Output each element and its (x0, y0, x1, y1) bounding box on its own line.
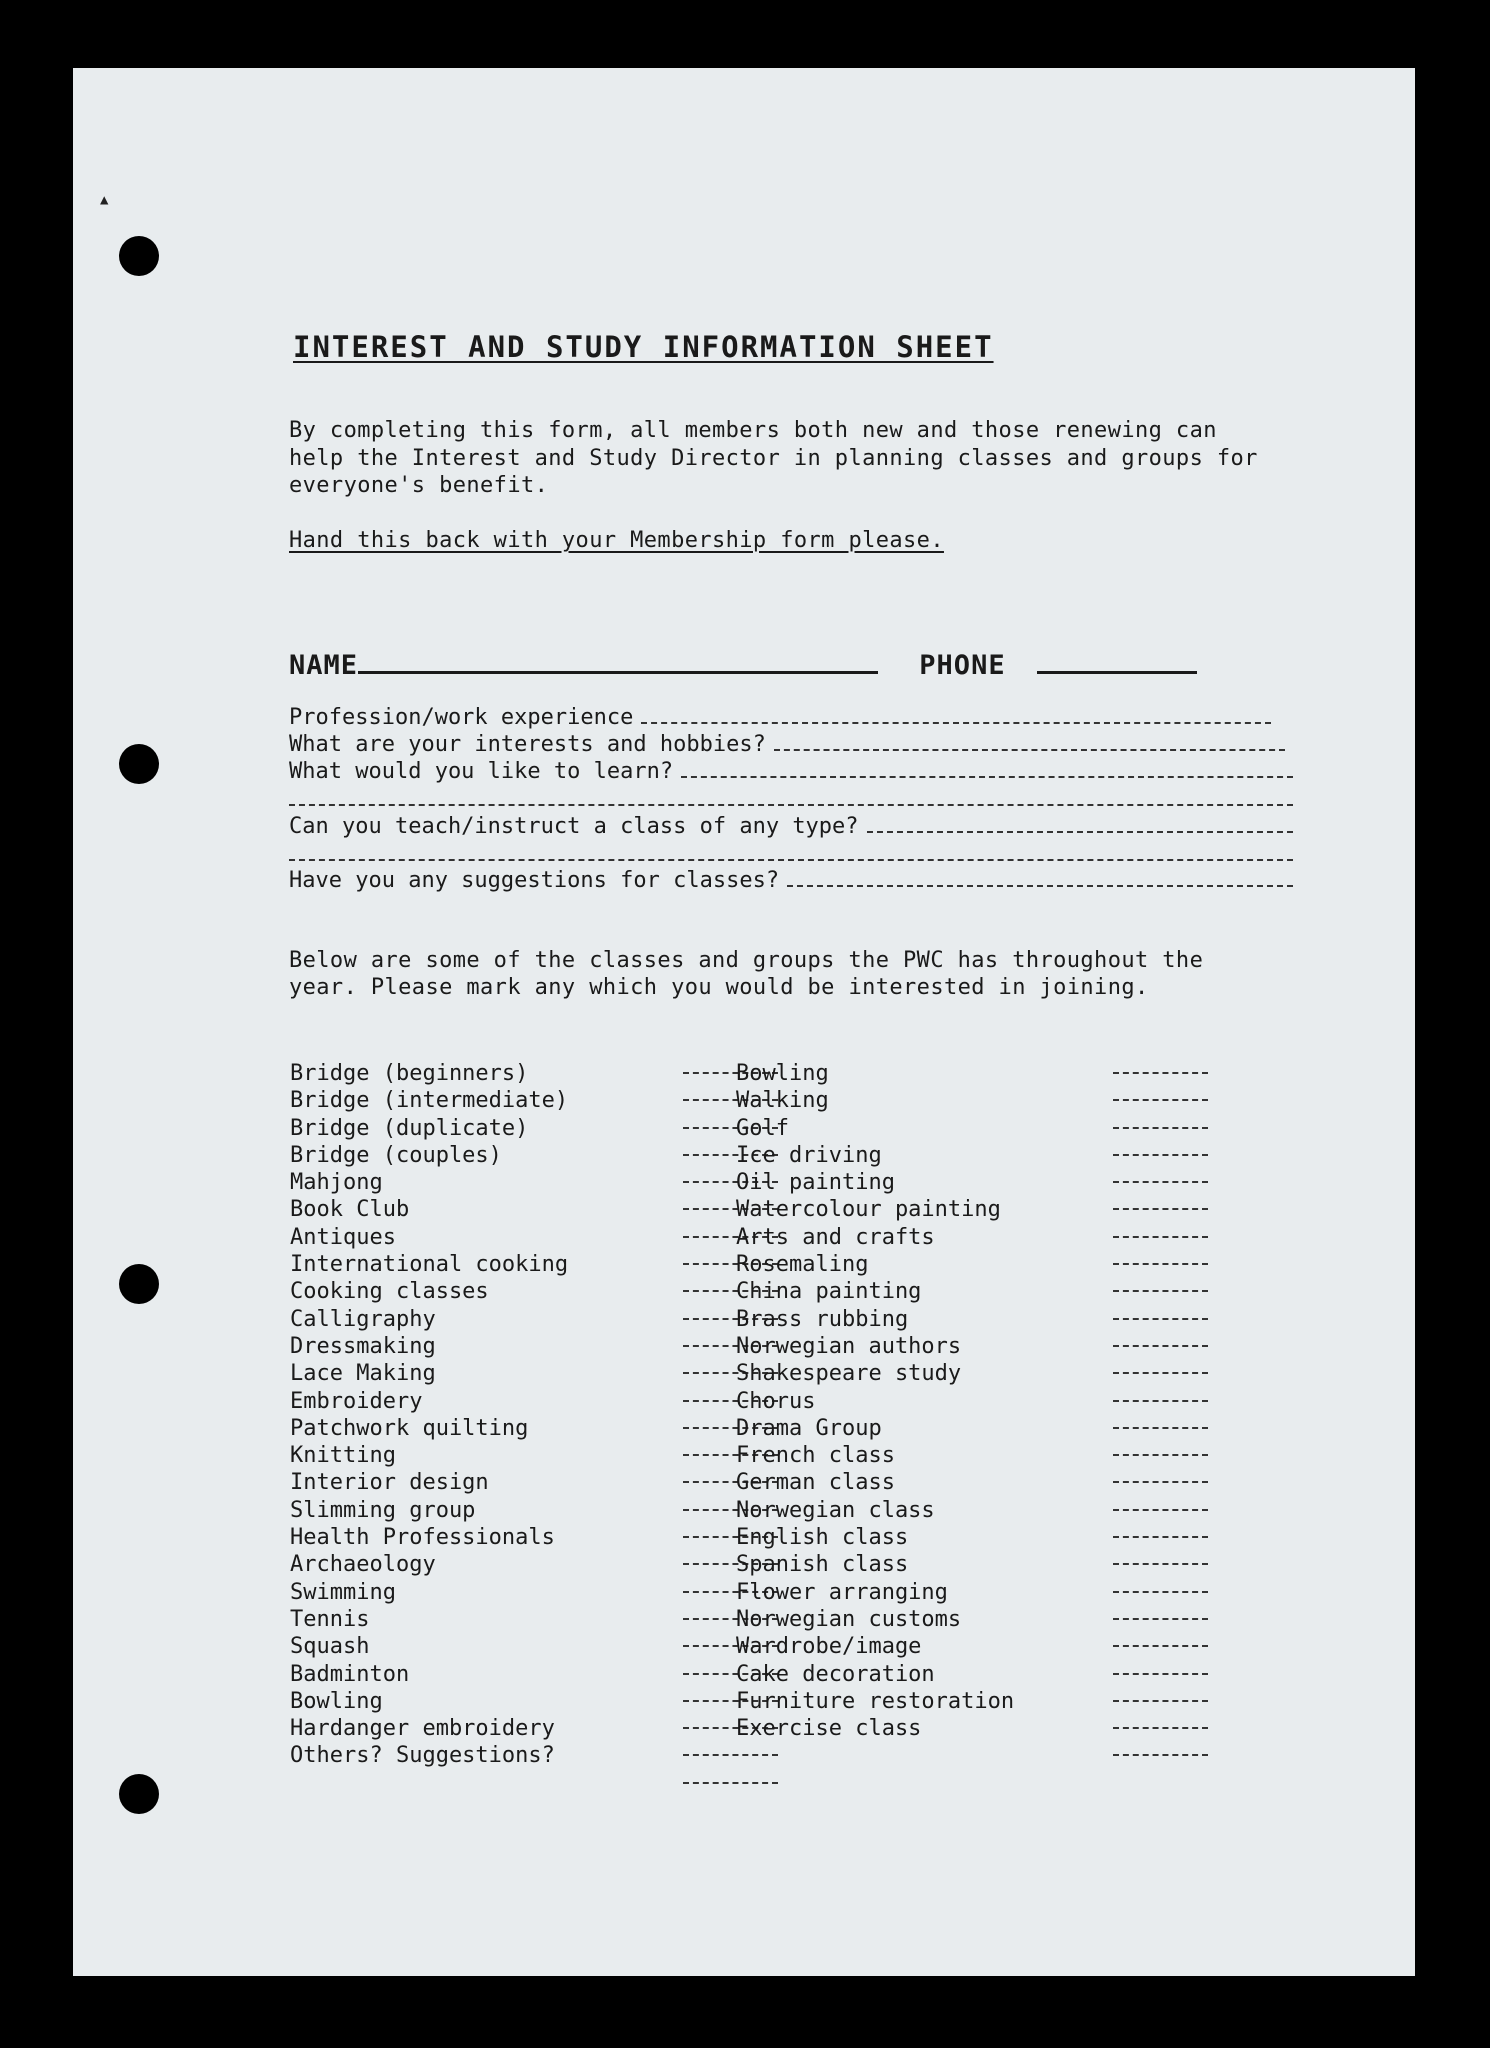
mark-field[interactable] (1113, 1400, 1208, 1402)
class-label: Knitting (290, 1443, 396, 1469)
suggestions-field[interactable] (289, 868, 1293, 893)
class-label: French class (736, 1443, 895, 1469)
class-item (736, 1524, 1014, 1551)
below-text-line-2: year. Please mark any which you would be interested in joining. (289, 975, 1149, 1000)
return-instruction: Hand this back with your Membership form please. (289, 528, 944, 553)
class-label: Squash (290, 1634, 370, 1660)
extra-suggestion-line (290, 1770, 568, 1797)
extra-suggestion-line (736, 1742, 1014, 1769)
class-item (290, 1060, 568, 1087)
class-label: Interior design (290, 1470, 489, 1496)
class-label: Embroidery (290, 1388, 423, 1414)
class-label: Flower arranging (736, 1579, 948, 1605)
class-label: Bridge (beginners) (290, 1061, 529, 1086)
mark-field[interactable] (1113, 1645, 1208, 1647)
intro-line-2: help the Interest and Study Director in planning classes and groups for (289, 446, 1258, 471)
class-label: Patchwork quilting (290, 1415, 529, 1441)
profession-field[interactable] (289, 705, 1271, 730)
class-item (736, 1551, 1014, 1578)
class-label: Hardanger embroidery (290, 1716, 555, 1742)
mark-field[interactable] (1113, 1509, 1208, 1511)
class-label: Bowling (290, 1688, 383, 1714)
class-item (736, 1251, 1014, 1278)
class-item (290, 1497, 568, 1524)
below-text-line-1: Below are some of the classes and groups the PWC has throughout the (289, 948, 1204, 973)
class-item (736, 1278, 1014, 1305)
mark-field[interactable] (1113, 1181, 1208, 1183)
class-item (736, 1115, 1014, 1142)
mark-field[interactable] (1113, 1754, 1208, 1756)
class-item (290, 1278, 568, 1305)
class-item (290, 1742, 568, 1769)
mark-field[interactable] (1113, 1673, 1208, 1675)
class-item (736, 1360, 1014, 1387)
answer-line (681, 776, 1293, 778)
left-class-list (290, 1060, 568, 1797)
answer-line (641, 722, 1271, 724)
class-item (290, 1661, 568, 1688)
class-item (736, 1715, 1014, 1742)
class-label: International cooking (290, 1252, 569, 1278)
class-item (290, 1579, 568, 1606)
answer-line (774, 749, 1285, 751)
mark-field[interactable] (1113, 1127, 1208, 1129)
class-item (290, 1196, 568, 1223)
teach-field[interactable] (289, 814, 1293, 839)
class-label: Drama Group (736, 1415, 882, 1441)
class-label: Oil painting (736, 1170, 895, 1196)
phone-field[interactable] (1037, 653, 1197, 674)
learn-field[interactable] (289, 759, 1293, 784)
class-label: Watercolour painting (736, 1197, 1001, 1223)
mark-field[interactable] (1113, 1072, 1208, 1074)
class-item (736, 1142, 1014, 1169)
mark-field[interactable] (1113, 1345, 1208, 1347)
class-label: Swimming (290, 1579, 396, 1605)
class-label: Ice driving (736, 1142, 882, 1168)
class-item (290, 1360, 568, 1387)
class-item (736, 1661, 1014, 1688)
class-item (736, 1688, 1014, 1715)
class-label: Tennis (290, 1606, 370, 1632)
class-label: Chorus (736, 1388, 816, 1414)
class-label: Antiques (290, 1224, 396, 1250)
name-field[interactable] (358, 653, 878, 674)
class-item (290, 1551, 568, 1578)
mark-field[interactable] (1113, 1591, 1208, 1593)
mark-field[interactable] (1113, 1263, 1208, 1265)
class-label: Archaeology (290, 1552, 436, 1578)
class-item (290, 1688, 568, 1715)
class-label: Cooking classes (290, 1279, 489, 1305)
question-label: Have you any suggestions for classes? (289, 868, 780, 893)
class-item (290, 1524, 568, 1551)
binder-hole-2 (119, 744, 159, 784)
class-item (736, 1415, 1014, 1442)
class-label: Norwegian customs (736, 1606, 962, 1632)
class-item (290, 1606, 568, 1633)
class-item (736, 1579, 1014, 1606)
class-item (290, 1142, 568, 1169)
question-label: What would you like to learn? (289, 759, 674, 784)
class-label: Health Professionals (290, 1525, 555, 1551)
class-label: China painting (736, 1279, 922, 1305)
mark-field[interactable] (1113, 1700, 1208, 1702)
mark-field[interactable] (1113, 1318, 1208, 1320)
mark-field[interactable] (1113, 1372, 1208, 1374)
mark-field[interactable] (1113, 1208, 1208, 1210)
mark-field[interactable] (1113, 1427, 1208, 1429)
class-label: English class (736, 1525, 909, 1551)
class-label: German class (736, 1470, 895, 1496)
class-item (736, 1606, 1014, 1633)
scan-speck: ▲ (100, 192, 109, 208)
class-label: Shakespeare study (736, 1361, 962, 1387)
learn-extra-line[interactable] (289, 804, 1293, 806)
class-item (736, 1497, 1014, 1524)
binder-hole-3 (119, 1264, 159, 1304)
question-label: What are your interests and hobbies? (289, 732, 766, 757)
mark-field[interactable] (1113, 1290, 1208, 1292)
page-title: INTEREST AND STUDY INFORMATION SHEET (293, 330, 994, 364)
class-item (290, 1251, 568, 1278)
class-item (290, 1442, 568, 1469)
binder-hole-1 (119, 236, 159, 276)
class-label: Spanish class (736, 1552, 909, 1578)
class-item (736, 1333, 1014, 1360)
class-label: Badminton (290, 1661, 410, 1687)
class-item (736, 1306, 1014, 1333)
class-label: Golf (736, 1115, 789, 1141)
class-label: Bridge (couples) (290, 1142, 502, 1168)
class-label: Arts and crafts (736, 1224, 935, 1250)
class-label: Walking (736, 1088, 829, 1114)
class-item (736, 1169, 1014, 1196)
class-label: Dressmaking (290, 1333, 436, 1359)
class-item (736, 1060, 1014, 1087)
class-item (736, 1196, 1014, 1223)
class-label: Lace Making (290, 1361, 436, 1387)
class-label: Slimming group (290, 1497, 476, 1523)
class-label: Others? Suggestions? (290, 1743, 555, 1769)
mark-field[interactable] (1113, 1454, 1208, 1456)
mark-field[interactable] (1113, 1618, 1208, 1620)
mark-field[interactable] (1113, 1099, 1208, 1101)
phone-label: PHONE (919, 650, 1006, 681)
mark-field[interactable] (1113, 1563, 1208, 1565)
class-label: Rosemaling (736, 1252, 869, 1278)
class-item (736, 1633, 1014, 1660)
mark-field[interactable] (1113, 1481, 1208, 1483)
mark-field[interactable] (683, 1782, 778, 1784)
class-item (290, 1469, 568, 1496)
class-item (290, 1224, 568, 1251)
answer-line (787, 885, 1293, 887)
class-label: Bridge (duplicate) (290, 1115, 529, 1141)
question-label: Can you teach/instruct a class of any type? (289, 814, 859, 839)
class-label: Mahjong (290, 1170, 383, 1196)
mark-field[interactable] (1113, 1727, 1208, 1729)
class-item (290, 1306, 568, 1333)
question-label: Profession/work experience (289, 705, 634, 730)
class-item (290, 1115, 568, 1142)
answer-line (867, 831, 1293, 833)
class-item (290, 1715, 568, 1742)
class-item (290, 1087, 568, 1114)
class-label: Calligraphy (290, 1306, 436, 1332)
class-item (736, 1224, 1014, 1251)
class-item (736, 1087, 1014, 1114)
name-phone-row (289, 650, 1197, 681)
mark-field[interactable] (1113, 1536, 1208, 1538)
class-label: Book Club (290, 1197, 410, 1223)
intro-line-1: By completing this form, all members both new and those renewing can (289, 418, 1217, 443)
class-label: Bowling (736, 1061, 829, 1086)
binder-hole-4 (119, 1774, 159, 1814)
class-item (290, 1415, 568, 1442)
name-label: NAME (289, 650, 359, 681)
class-label: Brass rubbing (736, 1306, 909, 1332)
class-label: Cake decoration (736, 1661, 935, 1687)
intro-line-3: everyone's benefit. (289, 473, 549, 498)
class-label: Bridge (intermediate) (290, 1088, 569, 1114)
class-item (290, 1388, 568, 1415)
mark-field[interactable] (1113, 1236, 1208, 1238)
class-item (736, 1469, 1014, 1496)
class-item (290, 1169, 568, 1196)
document-page (73, 68, 1415, 1976)
class-label: Wardrobe/image (736, 1634, 922, 1660)
class-item (736, 1388, 1014, 1415)
class-item (290, 1333, 568, 1360)
class-label: Norwegian class (736, 1497, 935, 1523)
class-item (736, 1442, 1014, 1469)
right-class-list (736, 1060, 1014, 1770)
class-item (290, 1633, 568, 1660)
interests-field[interactable] (289, 732, 1285, 757)
class-label: Norwegian authors (736, 1333, 962, 1359)
teach-extra-line[interactable] (289, 859, 1293, 861)
class-label: Exercise class (736, 1716, 922, 1742)
mark-field[interactable] (1113, 1154, 1208, 1156)
class-label: Furniture restoration (736, 1688, 1015, 1714)
